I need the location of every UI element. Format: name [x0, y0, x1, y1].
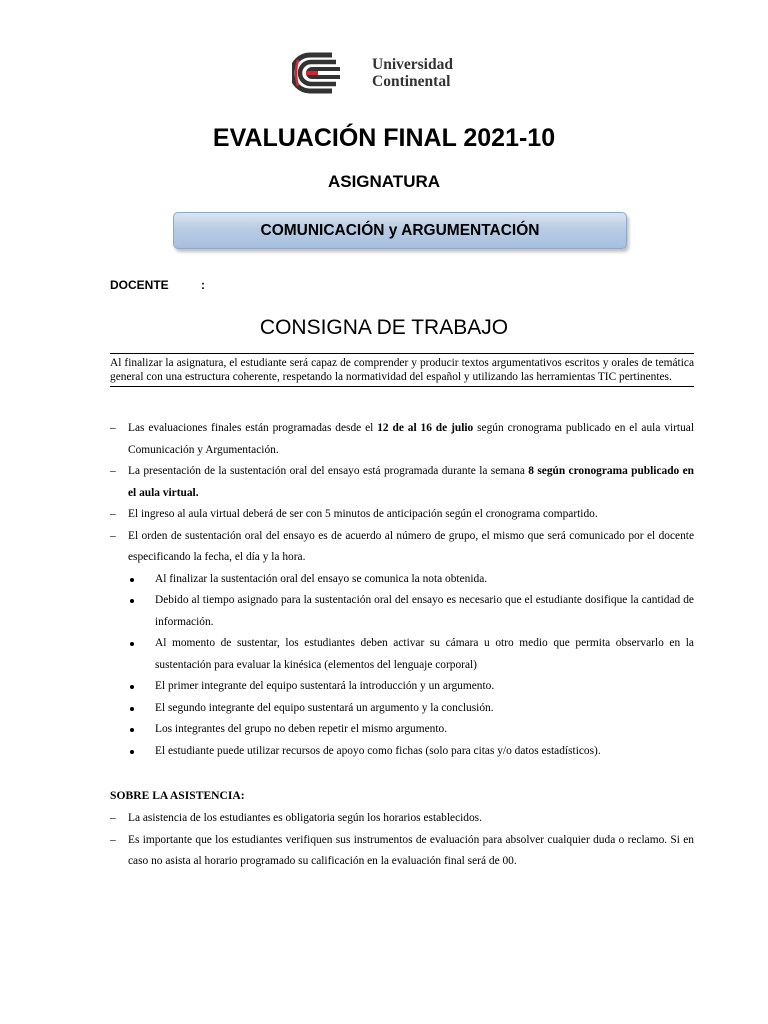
bullet-dot-icon [130, 599, 134, 603]
sub-item-text: El estudiante puede utilizar recursos de apoyo como fichas (solo para citas y/o datos estadísticos). [155, 744, 601, 757]
dash-marker: – [110, 833, 116, 846]
sub-item-text: El primer integrante del equipo sustentará la introducción y un argumento. [155, 680, 495, 692]
list-item [110, 808, 694, 830]
attendance-item-text: Es importante que los estudiantes verifiquen sus instrumentos de evaluación para absolver cualquier duda o reclamo. Si en caso no asista al horario programado su calificación en la evaluación final será de 00. [128, 833, 694, 867]
dash-marker: – [110, 529, 116, 542]
sub-list-item [110, 633, 694, 676]
item4-text: El orden de sustentación oral del ensayo es de acuerdo al número de grupo, el mismo que será comunicado por el docente especificando la fecha, el día y la hora. [128, 529, 694, 563]
dash-marker: – [110, 422, 116, 434]
course-name-banner [173, 212, 627, 249]
bullet-dot-icon [130, 578, 134, 582]
bullet-dot-icon [130, 685, 134, 689]
docente-label: DOCENTE [110, 278, 169, 292]
sub-list-item [110, 741, 694, 763]
list-item [110, 418, 694, 461]
list-item [110, 461, 694, 504]
sub-list-item [110, 569, 694, 591]
attendance-list [110, 808, 694, 873]
list-item [110, 526, 694, 569]
dash-marker: – [110, 508, 116, 520]
docente-line [110, 278, 205, 292]
sub-list-item [110, 676, 694, 698]
sub-list-item [110, 590, 694, 633]
attendance-heading: SOBRE LA ASISTENCIA: [110, 789, 245, 802]
item2-week: 8 según cronograma publicado en el aula virtual. [128, 465, 694, 499]
sub-item-text: Los integrantes del grupo no deben repetir el mismo argumento. [155, 723, 448, 735]
dash-marker: – [110, 812, 116, 824]
sub-item-text: El segundo integrante del equipo sustentará un argumento y la conclusión. [155, 701, 494, 714]
bullet-dot-icon [130, 728, 134, 732]
sub-item-text: Debido al tiempo asignado para la sustentación oral del ensayo es necesario que el estudiante dosifique la cantidad de información. [155, 594, 694, 628]
dash-marker: – [110, 465, 116, 477]
subject-heading: ASIGNATURA [327, 172, 441, 191]
bullet-dot-icon [130, 707, 134, 711]
sub-item-text: Al finalizar la sustentación oral del ensayo se comunica la nota obtenida. [155, 572, 488, 585]
docente-colon: : [201, 278, 205, 292]
document-title: EVALUACIÓN FINAL 2021-10 [212, 124, 556, 152]
sub-list-item [110, 719, 694, 741]
logo-line1: Universidad [372, 56, 453, 73]
university-name [372, 56, 453, 90]
item1-text-a: Las evaluaciones finales están programadas desde el [128, 422, 378, 434]
university-logo [292, 50, 492, 96]
attendance-item-text: La asistencia de los estudiantes es obligatoria según los horarios establecidos. [128, 812, 482, 824]
item2-text-a: La presentación de la sustentación oral del ensayo está programada durante la semana [128, 465, 529, 477]
sub-item-text: Al momento de sustentar, los estudiantes deben activar su cámara u otro medio que permita observarlo en la sustentación para evaluar la kinésica (elementos del lenguaje corporal) [155, 637, 694, 671]
logo-line2: Continental [372, 73, 451, 90]
list-item [110, 830, 694, 873]
bullet-dot-icon [130, 642, 134, 646]
course-name: COMUNICACIÓN y ARGUMENTACIÓN [260, 221, 540, 239]
objective-box [110, 353, 694, 387]
item1-date-range: 12 de al 16 de julio [377, 422, 474, 434]
consigna-title: CONSIGNA DE TRABAJO [259, 316, 509, 339]
university-logo-icon [292, 51, 362, 95]
instructions-list [110, 418, 694, 762]
item1-text-c: según cronograma publicado en el aula virtual Comunicación y Argumentación. [128, 422, 694, 456]
sub-list-item [110, 698, 694, 720]
list-item [110, 504, 694, 526]
bullet-dot-icon [130, 750, 134, 754]
item3-text: El ingreso al aula virtual deberá de ser con 5 minutos de anticipación según el cronograma compartido. [128, 508, 598, 520]
objective-text: Al finalizar la asignatura, el estudiante será capaz de comprender y producir textos argumentativos escritos y orales de temática general con una estructura coherente, respetando la normatividad del español y utilizando las herramientas TIC pertinentes. [110, 357, 694, 383]
